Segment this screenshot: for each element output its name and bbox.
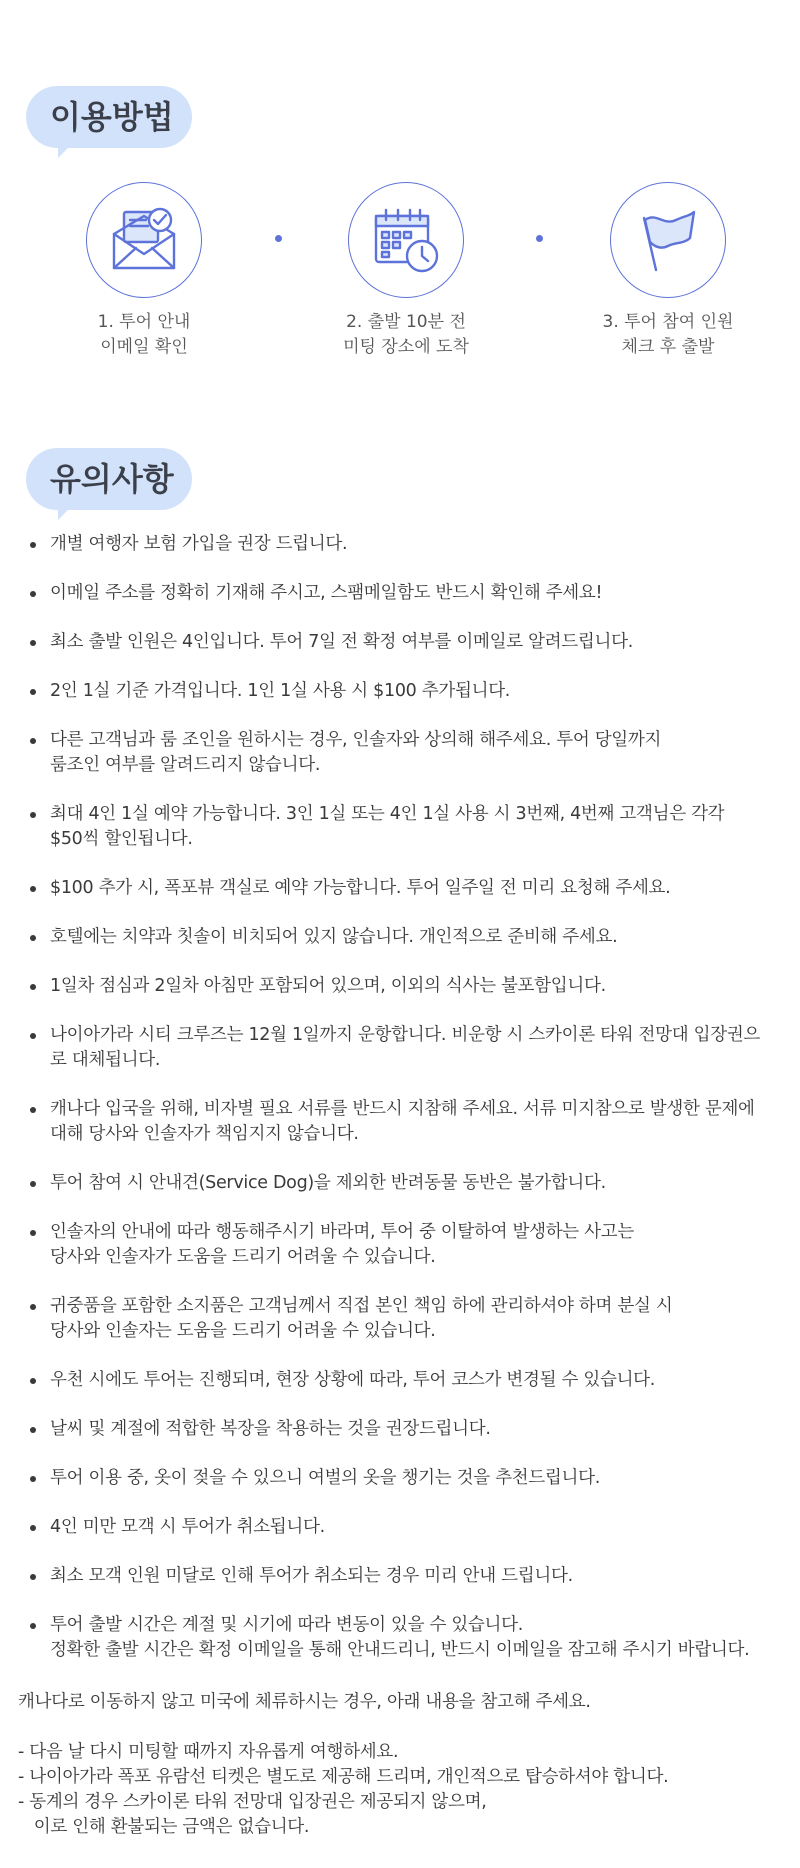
note-text: 2인 1실 기준 가격입니다. 1인 1실 사용 시 $100 추가됩니다.: [50, 681, 511, 701]
step-connector-dot: [536, 235, 543, 242]
note-item: [28, 1564, 788, 1589]
notes-section-title: 유의사항: [26, 448, 192, 510]
step-2: [306, 182, 506, 360]
note-item: [28, 1023, 788, 1073]
step-connector-dot: [275, 235, 282, 242]
note-item: [28, 1220, 788, 1270]
note-text: $50씩 할인됩니다.: [50, 829, 193, 849]
us-stay-line: - 동계의 경우 스카이론 타워 전망대 입장권은 제공되지 않으며,: [18, 1792, 487, 1812]
note-text: 당사와 인솔자는 도움을 드리기 어려울 수 있습니다.: [50, 1321, 436, 1341]
note-text: 최소 출발 인원은 4인입니다. 투어 7일 전 확정 여부를 이메일로 알려드립니다.: [50, 632, 633, 652]
note-item: [28, 1466, 788, 1491]
note-text: 4인 미만 모객 시 투어가 취소됩니다.: [50, 1517, 325, 1537]
note-item: [28, 1417, 788, 1442]
note-text: 인솔자의 안내에 따라 행동해주시기 바라며, 투어 중 이탈하여 발생하는 사고는: [50, 1222, 634, 1242]
note-text: 투어 이용 중, 옷이 젖을 수 있으니 여벌의 옷을 챙기는 것을 추천드립니다.: [50, 1468, 600, 1488]
note-item: [28, 1171, 788, 1196]
step-2-circle: [348, 182, 464, 298]
note-item: [28, 679, 788, 704]
step-3: [568, 182, 768, 360]
note-item: [28, 630, 788, 655]
note-text: 호텔에는 치약과 칫솔이 비치되어 있지 않습니다. 개인적으로 준비해 주세요.: [50, 927, 618, 947]
us-stay-line: 이로 인해 환불되는 금액은 없습니다.: [18, 1817, 310, 1837]
note-text: 최대 4인 1실 예약 가능합니다. 3인 1실 또는 4인 1실 사용 시 3번째, 4번째 고객님은 각각: [50, 804, 725, 824]
note-text: 최소 모객 인원 미달로 인해 투어가 취소되는 경우 미리 안내 드립니다.: [50, 1566, 573, 1586]
note-item: [28, 1294, 788, 1344]
step-1-circle: [86, 182, 202, 298]
note-text: 캐나다 입국을 위해, 비자별 필요 서류를 반드시 지참해 주세요. 서류 미지참으로 발생한 문제에: [50, 1099, 755, 1119]
step-3-label: 3. 투어 참여 인원 체크 후 출발: [602, 312, 734, 357]
us-stay-line: - 나이아가라 폭포 유람선 티켓은 별도로 제공해 드리며, 개인적으로 탑승하셔야 합니다.: [18, 1767, 669, 1787]
flag-icon: [632, 204, 704, 276]
note-text: 우천 시에도 투어는 진행되며, 현장 상황에 따라, 투어 코스가 변경될 수 있습니다.: [50, 1370, 656, 1390]
note-item: [28, 802, 788, 852]
note-text: 룸조인 여부를 알려드리지 않습니다.: [50, 755, 321, 775]
us-stay-line: - 다음 날 다시 미팅할 때까지 자유롭게 여행하세요.: [18, 1742, 399, 1762]
note-text: 정확한 출발 시간은 확정 이메일을 통해 안내드리니, 반드시 이메일을 잠고해 주시기 바랍니다.: [50, 1640, 750, 1660]
note-item: [28, 532, 788, 557]
note-text: 이메일 주소를 정확히 기재해 주시고, 스팸메일함도 반드시 확인해 주세요!: [50, 583, 603, 603]
note-text: 귀중품을 포함한 소지품은 고객님께서 직접 본인 책임 하에 관리하셔야 하며 분실 시: [50, 1296, 673, 1316]
note-text: $100 추가 시, 폭포뷰 객실로 예약 가능합니다. 투어 일주일 전 미리 요청해 주세요.: [50, 878, 671, 898]
note-text: 로 대체됩니다.: [50, 1050, 161, 1070]
us-stay-lines: [18, 1740, 788, 1840]
notes-list: [28, 532, 788, 1687]
note-item: [28, 1368, 788, 1393]
step-1-label: 1. 투어 안내 이메일 확인: [97, 312, 191, 357]
note-item: [28, 1613, 788, 1663]
note-text: 대해 당사와 인솔자가 책임지지 않습니다.: [50, 1124, 359, 1144]
email-check-icon: [108, 204, 180, 276]
step-2-label: 2. 출발 10분 전 미팅 장소에 도착: [343, 312, 469, 357]
note-text: 투어 출발 시간은 계절 및 시기에 따라 변동이 있을 수 있습니다.: [50, 1615, 524, 1635]
note-text: 다른 고객님과 룸 조인을 원하시는 경우, 인솔자와 상의해 해주세요. 투어 당일까지: [50, 730, 662, 750]
note-item: [28, 974, 788, 999]
step-3-circle: [610, 182, 726, 298]
us-stay-intro: 캐나다로 이동하지 않고 미국에 체류하시는 경우, 아래 내용을 참고해 주세요.: [18, 1692, 591, 1712]
note-text: 나이아가라 시티 크루즈는 12월 1일까지 운항합니다. 비운항 시 스카이론 타워 전망대 입장권으: [50, 1025, 761, 1045]
note-text: 개별 여행자 보험 가입을 권장 드립니다.: [50, 534, 348, 554]
note-item: [28, 581, 788, 606]
note-item: [28, 925, 788, 950]
note-text: 당사와 인솔자가 도움을 드리기 어려울 수 있습니다.: [50, 1247, 436, 1267]
step-1: [44, 182, 244, 360]
calendar-clock-icon: [370, 204, 442, 276]
note-item: [28, 1097, 788, 1147]
note-item: [28, 728, 788, 778]
note-text: 투어 참여 시 안내견(Service Dog)을 제외한 반려동물 동반은 불가합니다.: [50, 1173, 606, 1193]
note-text: 1일차 점심과 2일차 아침만 포함되어 있으며, 이외의 식사는 불포함입니다.: [50, 976, 606, 996]
us-stay-notes: [18, 1690, 788, 1840]
note-item: [28, 1515, 788, 1540]
note-text: 날씨 및 계절에 적합한 복장을 착용하는 것을 권장드립니다.: [50, 1419, 491, 1439]
usage-section-title: 이용방법: [26, 86, 192, 148]
note-item: [28, 876, 788, 901]
